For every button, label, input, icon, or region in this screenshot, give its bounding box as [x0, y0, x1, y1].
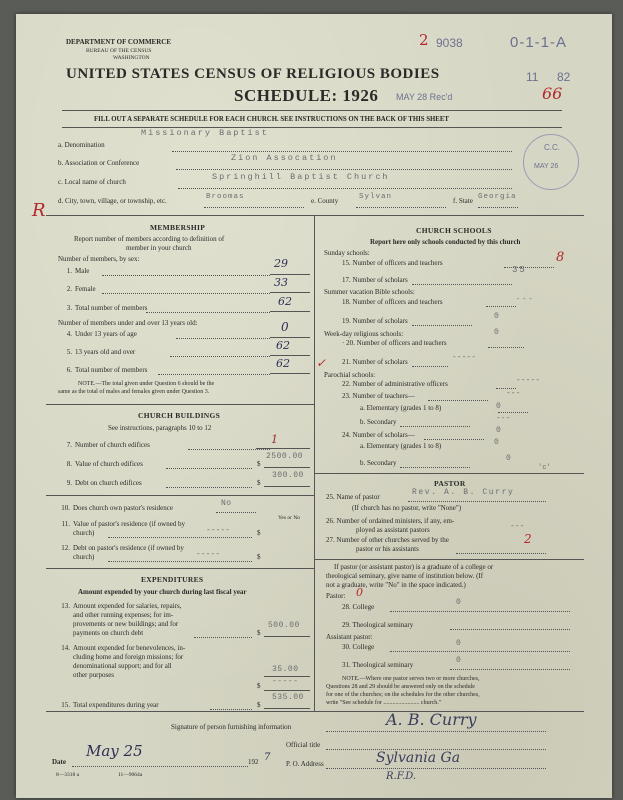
signature-value: A. B. Curry [386, 710, 477, 729]
red-checkmark-q6: ✓ [316, 356, 327, 370]
code-11: 11 [526, 70, 539, 84]
code-66-handwritten: 66 [542, 84, 563, 103]
buildings-heading: CHURCH BUILDINGS [138, 411, 221, 420]
received-seal: C.C. MAY 26 [523, 134, 579, 190]
yes-or-no-hint: Yes or No [278, 515, 301, 521]
association-value: Zion Assocation [231, 153, 338, 163]
pastor-heading: PASTOR [434, 479, 466, 488]
state-value: Georgia [478, 193, 517, 201]
q7-value: 1 [271, 433, 278, 446]
expenditures-intro: Amount expended by your church during last fiscal year [78, 588, 247, 596]
pastor-q28-value: 0 [456, 598, 461, 607]
pastor-q27-value: 2 [524, 532, 532, 546]
membership-intro-2: member in your church [126, 244, 192, 252]
schools-q21-value: ----- [452, 353, 477, 362]
label-local-name: c. Local name of church [58, 178, 126, 186]
county-value: Sylvan [359, 193, 393, 201]
schools-q24b-value: 0 [506, 454, 511, 463]
q14-value-b: ----- [272, 677, 299, 686]
date-label: Date [52, 758, 66, 766]
schedule-title: SCHEDULE: 1926 [234, 86, 379, 105]
census-schedule-sheet: DEPARTMENT OF COMMERCE BUREAU OF THE CENSUS WASHINGTON 2 9038 0-1-1-A 11 82 66 UNITED STATES CENSUS OF RELIGIOUS BODIES SCHEDULE: 1926 MAY 28 Rec'd FILL OUT A SEPARATE SCHEDULE FOR EACH CHURCH. SEE INSTRUCTIONS ON THE BACK OF THIS SHEET C.C. MAY 26 a. Denomination Missionary Baptist b. Association or Conference Zion Assocation c. Local name of church Springhill Baptist Church d. City, town, village, or township, etc. Broomas e. County Sylvan f. State Georgia R MEMBERSHIP Report number of members according to definition of member in your church Number of members, by sex: 1. Male 29 2. Female 33 3. Total number of members 62 Number of members under and over 13 years old: 4. Under 13 years of age 0 5. 13 years old and over 62 6. Total number of members 62 ✓ NOTE.—The total given under Question 6 should be the same as the total of males and females given under Question 3. CHURCH BUILDINGS See instructions, paragraphs 10 to 12 7. Number of church edifices 1 8. Value of church edifices $ 2500.00 9. Debt on church edifices $ 300.00 10. Does church own pastor's residence No Yes or No 11. Value of pastor's residence (if owned by church) $ ----- 12. Debt on pastor's residence (if owned by church) $ ----- EXPENDITURES Amount expended by your church during last fiscal year 13. Amount expended for salaries, repairs, and other running expenses; for im- provements or new buildings; and for payments on church debt $ 500.00 14. Amount expended for benevolences, in- cluding home and foreign missions; for denominational support; and for all other purposes 35.00 $ ----- 15. Total expenditures during year $ 535.00 CHURCH SCHOOLS Report here only schools conducted by this church Sunday schools: 15. Number of officers and teachers 8 17. Number of scholars 35 Summer vacation Bible schools: 18. Number of officers and teachers --- 19. Number of scholars 0 Week-day religious schools: · 20. Number of officers and teachers 0 21. Number of scholars ----- Parochial schools: 22. Number of administrative officers ----- 23. Number of teachers— --- a. Elementary (grades 1 to 8) 0 b. Secondary --- 24. Number of scholars— 0 a. Elementary (grades 1 to 8) 0 b. Secondary 0 'c' PASTOR 25. Name of pastor Rev. A. B. Curry (If church has no pastor, write "None") 26. Number of ordained ministers, if any, em- ployed as assistant pastors --- 27. Number of other churches served by the pastor or his assistants 2 If pastor (or assistant pastor) is a graduate of a college or theological seminary, give name of institution below. (If not a graduate, write "No" in the space indicated.) Pastor: 0 28. College 0 29. Theological seminary Assistant pastor: 30. College 0 31. Theological seminary 0 NOTE.—Where one pastor serves two or more churches, Questions 28 and 29 should be answered only on the schedule for one of the churches; on the schedules for the other churches, write "See schedule for ........................ church." Signature of person furnishing information A. B. Curry Official title Date May 25 192 7 P. O. Address Sylvania Ga R.F.D. 8—3318 a 11—9064a [16, 14, 612, 798]
label-state: f. State [453, 197, 473, 205]
q5-value: 62 [276, 339, 290, 352]
schools-heading: CHURCH SCHOOLS [416, 226, 492, 235]
code-82: 82 [557, 70, 571, 84]
pastor-q30-value: 0 [456, 639, 461, 648]
schools-q20-value: 0 [494, 328, 501, 337]
q10-value: No [221, 499, 232, 508]
form-title: UNITED STATES CENSUS OF RELIGIOUS BODIES [66, 66, 440, 82]
expenditures-heading: EXPENDITURES [141, 575, 204, 584]
bureau-name: BUREAU OF THE CENSUS [86, 48, 152, 54]
q9-value: 300.00 [272, 471, 304, 480]
schools-intro: Report here only schools conducted by this church [370, 238, 521, 246]
serial-stamped: 9038 [436, 36, 463, 50]
buildings-instructions: See instructions, paragraphs 10 to 12 [108, 424, 212, 432]
schools-q23a-value: 0 [496, 402, 501, 411]
q3-value: 62 [278, 295, 292, 308]
bureau-location: WASHINGTON [113, 55, 150, 61]
pastor-graduate-mark: 0 [356, 586, 363, 599]
print-number: 11—9064a [118, 772, 143, 778]
label-city: d. City, town, village, or township, etc. [58, 197, 167, 205]
membership-heading: MEMBERSHIP [150, 223, 206, 232]
church-name-value: Springhill Baptist Church [212, 172, 390, 182]
schools-q15-value: 8 [556, 250, 565, 265]
q14-value-a: 35.00 [272, 665, 299, 674]
pastor-q26-value: --- [510, 522, 525, 531]
label-county: e. County [311, 197, 339, 205]
schools-q23b-value: --- [496, 414, 511, 423]
schools-q19-value: 0 [494, 312, 501, 321]
signature-label: Signature of person furnishing information [171, 723, 292, 731]
schools-q22-value: ----- [516, 376, 541, 385]
q13-value: 500.00 [268, 621, 300, 630]
schools-q18-value: --- [516, 296, 535, 304]
official-title-label: Official title [286, 741, 321, 749]
membership-note-2: same as the total of males and females given under Question 3. [58, 389, 210, 395]
label-association: b. Association or Conference [58, 159, 140, 167]
members-13-label: Number of members under and over 13 years old: [58, 319, 198, 327]
po-address-label: P. O. Address [286, 760, 324, 768]
received-stamp: MAY 28 Rec'd [396, 92, 453, 102]
year-prefix: 192 [248, 758, 259, 766]
po-address-extra: R.F.D. [386, 771, 417, 782]
schools-q23-value: --- [506, 389, 521, 398]
label-denomination: a. Denomination [58, 141, 105, 149]
schools-extra-mark: 'c' [538, 464, 551, 472]
q1-value: 29 [274, 257, 288, 270]
serial-handwritten: 2 [419, 31, 429, 49]
q11-value: ----- [206, 526, 231, 535]
schools-q24a-value: 0 [494, 438, 499, 447]
denomination-value: Missionary Baptist [141, 128, 269, 138]
q12-value: ----- [196, 550, 221, 559]
schools-q24-value: 0 [496, 426, 501, 435]
membership-intro-1: Report number of members according to definition of [74, 235, 225, 243]
department-name: DEPARTMENT OF COMMERCE [66, 38, 172, 46]
instructions-banner: FILL OUT A SEPARATE SCHEDULE FOR EACH CHURCH. SEE INSTRUCTIONS ON THE BACK OF THIS SHEET [94, 116, 449, 123]
po-address-value: Sylvania Ga [376, 750, 461, 766]
classification-code: 0-1-1-A [510, 34, 568, 51]
q15-value: 535.00 [272, 693, 304, 702]
date-value: May 25 [86, 742, 143, 760]
pastor-name-value: Rev. A. B. Curry [412, 488, 515, 497]
pastor-q31-value: 0 [456, 656, 461, 665]
year-suffix: 7 [264, 752, 271, 763]
membership-note-1: NOTE.—The total given under Question 6 should be the [78, 381, 215, 387]
q6-value: 62 [276, 357, 290, 370]
form-number: 8—3318 a [56, 772, 80, 778]
q1-label: 1. Male [66, 267, 90, 275]
q2-value: 33 [274, 276, 288, 289]
q4-value: 0 [281, 320, 289, 334]
schools-q17-value: 35 [512, 265, 527, 275]
margin-mark-r: R [32, 200, 46, 221]
members-by-sex-label: Number of members, by sex: [58, 255, 140, 263]
city-value: Broomas [206, 193, 245, 201]
q8-value: 2500.00 [266, 452, 304, 461]
